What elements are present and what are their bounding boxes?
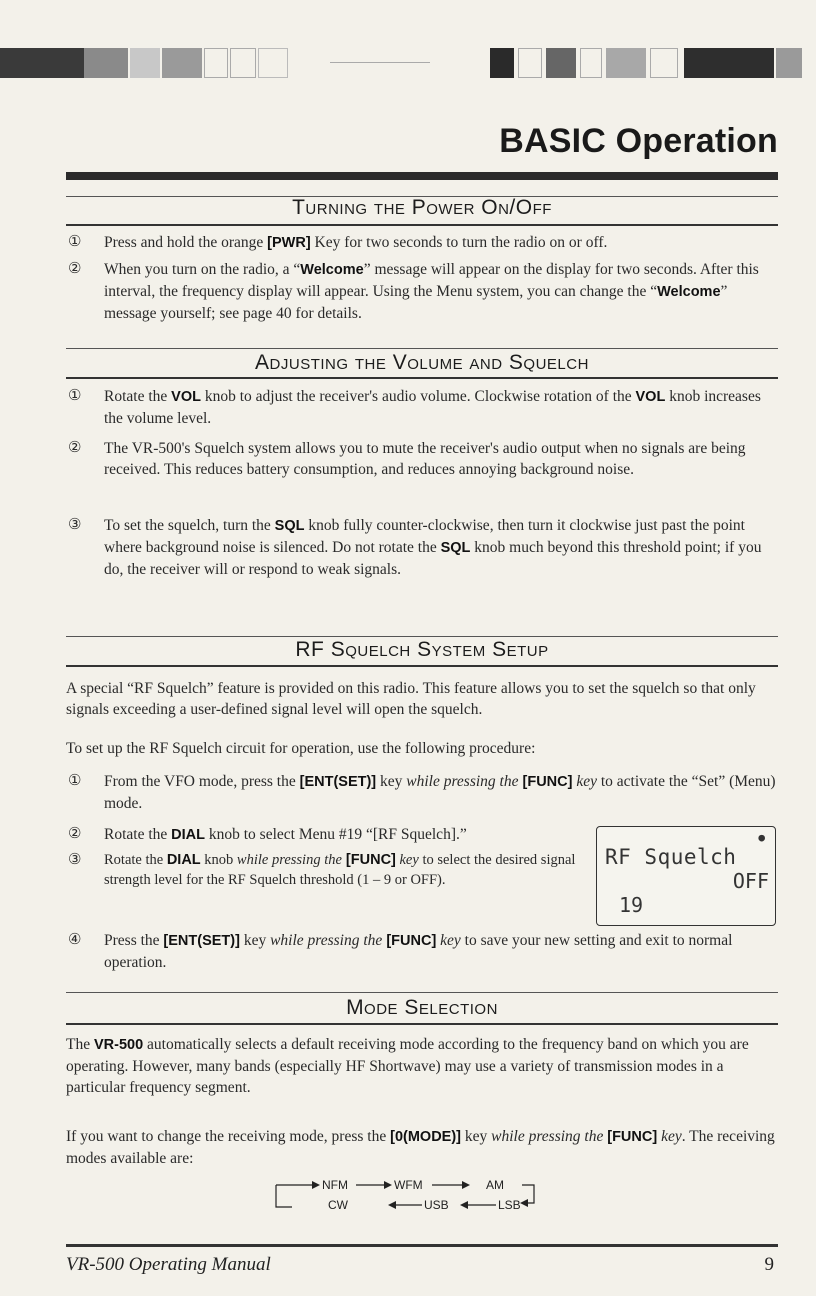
- page-number: 9: [764, 1254, 774, 1275]
- mode-paragraph: The VR-500 automatically selects a default receiving mode according to the frequency band on which you are operating. However, many bands (especially HF Shortwave) may use a variety of transmission modes in a particular frequency segment.: [66, 1036, 749, 1096]
- header-decoration-strip: [0, 48, 816, 78]
- section-heading-rf-squelch: RF Squelch System Setup: [295, 638, 549, 661]
- step-number: ①: [68, 388, 82, 404]
- divider: [66, 348, 778, 349]
- step-number: ④: [68, 932, 82, 948]
- step-number: ③: [68, 852, 82, 868]
- mode-instructions: If you want to change the receiving mode, press the [0(MODE)] key while pressing the [FUNC] key. The receiving modes available are:: [66, 1128, 775, 1167]
- list-item: ② When you turn on the radio, a “Welcome” message will appear on the display for two seconds. After this interval, the frequency display will appear. Using the Menu system, you can change the “Welcome” message yourself; see page 40 for details.: [68, 261, 759, 322]
- step-number: ②: [68, 826, 82, 842]
- divider: [66, 377, 778, 379]
- step-number: ②: [68, 261, 82, 277]
- page-title: BASIC Operation: [499, 122, 778, 160]
- footer-rule: [66, 1244, 778, 1247]
- divider: [66, 636, 778, 637]
- mode-cycle-diagram: [272, 1177, 572, 1223]
- mode-cw: CW: [328, 1198, 348, 1212]
- rf-procedure-intro: To set up the RF Squelch circuit for operation, use the following procedure:: [66, 740, 536, 757]
- lcd-menu-label: RF Squelch: [605, 845, 737, 869]
- lcd-menu-number: 19: [619, 893, 644, 917]
- section-heading-mode: Mode Selection: [346, 996, 498, 1019]
- step-number: ③: [68, 517, 82, 533]
- lcd-value: OFF: [732, 869, 769, 893]
- step-number: ①: [68, 234, 82, 250]
- mode-wfm: WFM: [394, 1178, 423, 1192]
- mode-nfm: NFM: [322, 1178, 348, 1192]
- lock-icon: ●: [758, 831, 765, 844]
- divider: [66, 1023, 778, 1025]
- mode-lsb: LSB: [498, 1198, 521, 1212]
- divider: [66, 224, 778, 226]
- step-number: ②: [68, 440, 82, 456]
- divider: [66, 665, 778, 667]
- title-underline-bar: [66, 172, 778, 180]
- section-heading-volume: Adjusting the Volume and Squelch: [255, 351, 589, 374]
- mode-am: AM: [486, 1178, 504, 1192]
- footer-manual-title: VR-500 Operating Manual: [66, 1254, 271, 1275]
- rf-intro-text: A special “RF Squelch” feature is provided on this radio. This feature allows you to set the squelch so that only signals exceeding a user-defined signal level will open the squelch.: [66, 680, 756, 718]
- mode-usb: USB: [424, 1198, 449, 1212]
- section-heading-power: Turning the Power On/Off: [292, 196, 552, 219]
- step-number: ①: [68, 773, 82, 789]
- lcd-display-illustration: [596, 826, 776, 926]
- divider: [66, 992, 778, 993]
